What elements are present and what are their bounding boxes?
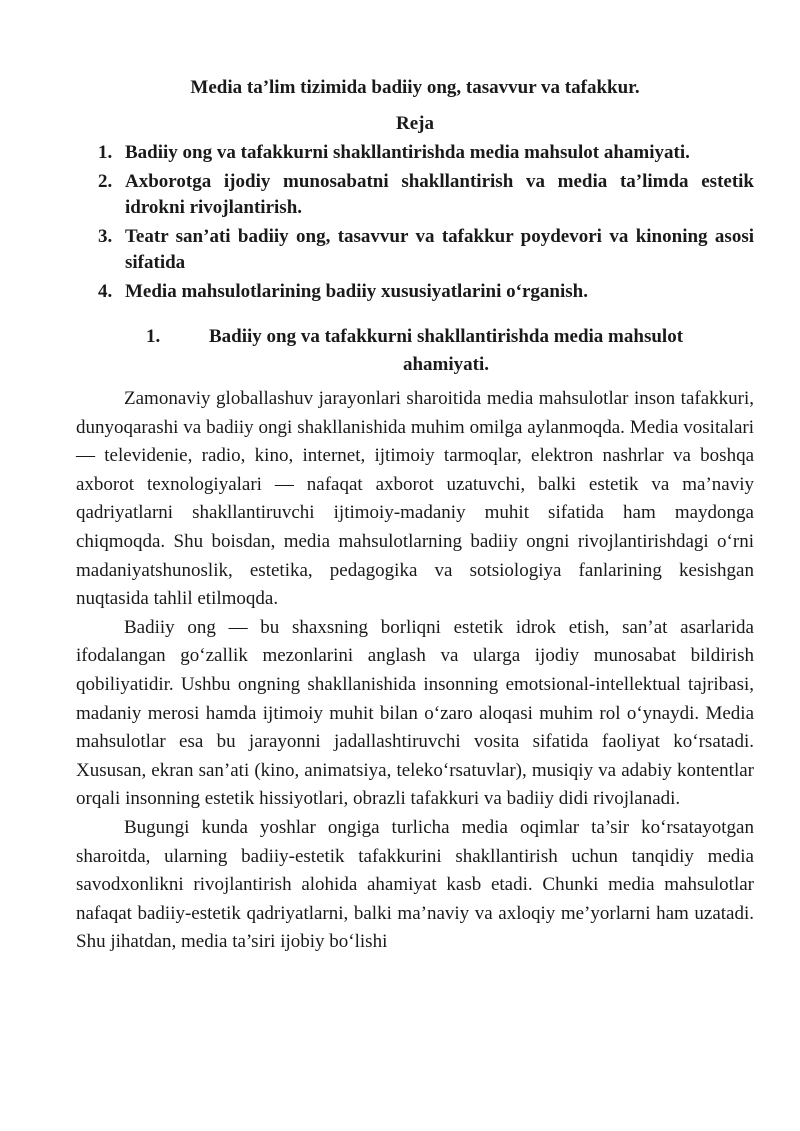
plan-item-text: Media mahsulotlarining badiiy xususiyatlarini o‘rganish. bbox=[125, 281, 588, 302]
document-title: Media ta’lim tizimida badiiy ong, tasavvur va tafakkur. bbox=[190, 77, 640, 98]
body-paragraph: Bugungi kunda yoshlar ongiga turlicha media oqimlar ta’sir ko‘rsatayotgan sharoitda, ularning badiiy-estetik tafakkurini shakllantirish uchun tanqidiy media savodxonlikni rivojlantirish alohida ahamiyat kasb etadi. Chunki media mahsulotlar nafaqat badiiy-estetik qadriyatlarni, balki ma’naviy va axloqiy me’yorlarni ham uzatadi. Shu jihatdan, media ta’siri ijobiy bo‘lishi bbox=[76, 816, 754, 953]
plan-item bbox=[98, 169, 754, 221]
body-paragraph: Zamonaviy globallashuv jarayonlari sharoitida media mahsulotlar inson tafakkuri, dunyoqarashi va badiiy ongi shakllanishida muhim omilga aylanmoqda. Media vositalari — televidenie, radio, kino, internet, ijtimoiy tarmoqlar, elektron nashrlar va boshqa axborot texnologiyalari — nafaqat axborot uzatuvchi, balki estetik va ma’naviy qadriyatlarni shakllantiruvchi ijtimoiy-madaniy muhit sifatida ham maydonga chiqmoqda. Shu boisdan, media mahsulotlarning badiiy ongni rivojlantirishdagi o‘rni madaniyatshunoslik, estetika, pedagogika va sotsiologiya fanlarining kesishgan nuqtasida tahlil etilmoqda. bbox=[76, 388, 754, 610]
plan-item-text: Axborotga ijodiy munosabatni shakllantirish va media ta’limda estetik idrokni rivojlantirish. bbox=[125, 171, 754, 218]
section-title: Badiiy ong va tafakkurni shakllantirishda media mahsulot ahamiyati. bbox=[208, 326, 684, 375]
plan-item bbox=[98, 140, 754, 166]
body-paragraph: Badiiy ong — bu shaxsning borliqni estetik idrok etish, san’at asarlarida ifodalangan go‘zallik mezonlarini anglash va ularga ijodiy munosabat bildirish qobiliyatidir. Ushbu ongning shakllanishida insonning emotsional-intellektual tajribasi, madaniy merosi hamda ijtimoiy muhit bilan o‘zaro aloqasi muhim rol o‘ynaydi. Media mahsulotlar esa bu jarayonni jadallashtiruvchi vosita sifatida faoliyat ko‘rsatadi. Xususan, ekran san’ati (kino, animatsiya, teleko‘rsatuvlar), musiqiy va adabiy kontentlar orqali insonning estetik hissiyotlari, obrazli tafakkuri va badiiy didi rivojlanadi. bbox=[76, 616, 754, 810]
plan-item-number: 2. bbox=[98, 171, 113, 192]
plan-item-number: 3. bbox=[98, 226, 113, 247]
plan-item-number: 4. bbox=[98, 281, 113, 302]
section-heading bbox=[76, 323, 754, 379]
plan-item-text: Badiiy ong va tafakkurni shakllantirishda media mahsulot ahamiyati. bbox=[125, 142, 690, 163]
section-number: 1. bbox=[146, 326, 161, 347]
plan-item bbox=[98, 279, 754, 305]
plan-item bbox=[98, 224, 754, 276]
plan-heading: Reja bbox=[396, 113, 434, 134]
plan-item-text: Teatr san’ati badiiy ong, tasavvur va tafakkur poydevori va kinoning asosi sifatida bbox=[125, 226, 754, 273]
document-page bbox=[76, 74, 754, 957]
plan-list bbox=[76, 140, 754, 305]
plan-item-number: 1. bbox=[98, 142, 113, 163]
